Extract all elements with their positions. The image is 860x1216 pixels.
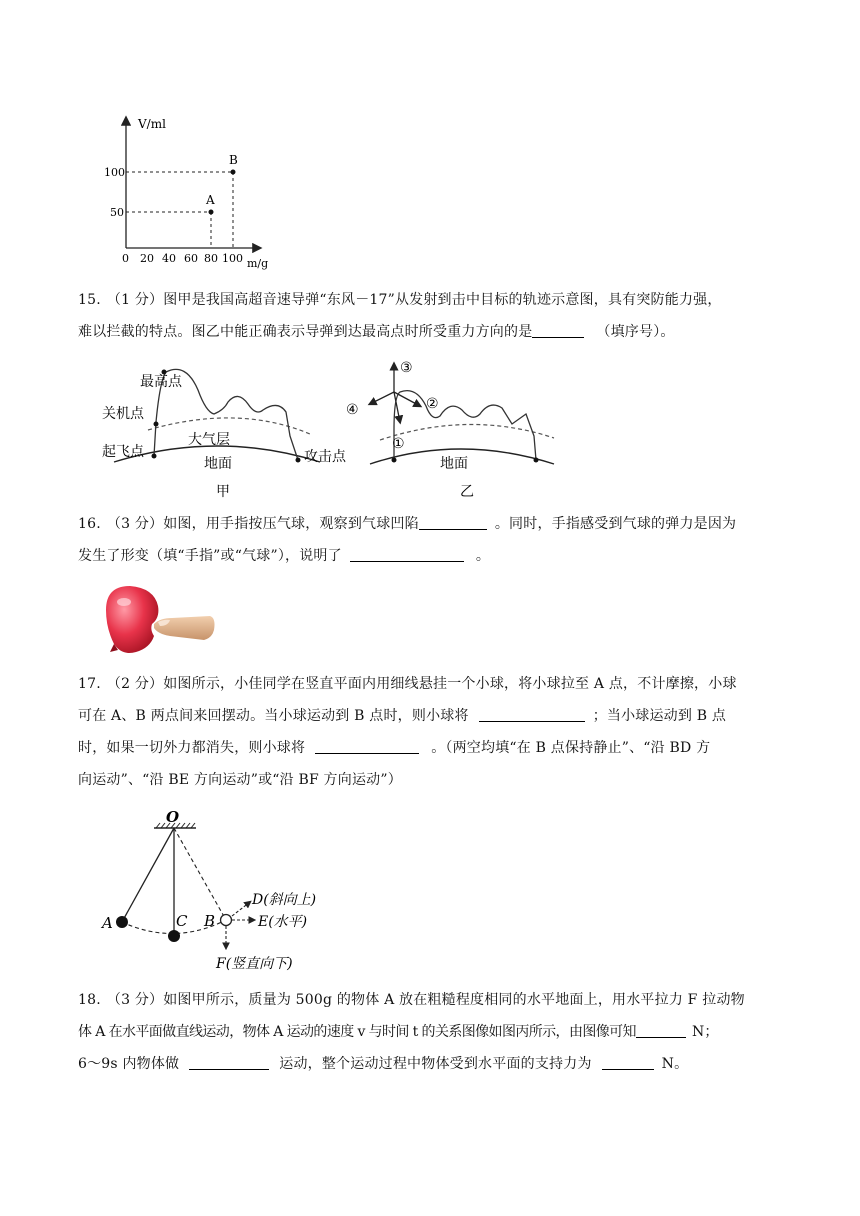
arrow-4-left xyxy=(370,392,394,404)
q16-line-2 xyxy=(78,540,784,572)
q18-line-2 xyxy=(78,1016,784,1048)
q15-text-2: 难以拦截的特点。图乙中能正确表示导弹到达最高点时所受重力方向的是 xyxy=(78,324,533,340)
launch-point xyxy=(392,458,397,463)
q18-text-3a: 6～9s 内物体做 xyxy=(78,1056,180,1072)
q16-text-1: 如图，用手指按压气球，观察到气球凹陷 xyxy=(163,516,419,532)
q15-score: （1 分） xyxy=(106,292,164,308)
q16-score: （3 分） xyxy=(106,516,164,532)
string-to-a xyxy=(122,828,174,922)
volume-mass-graph xyxy=(100,112,280,272)
x-tick-40: 40 xyxy=(162,252,176,265)
q16-blank-1[interactable] xyxy=(419,515,487,530)
direction-f-label: F(竖直向下) xyxy=(216,956,293,972)
q18-text-1: 如图甲所示，质量为 500g 的物体 A 放在粗糙程度相同的水平地面上，用水平拉力 F 拉动物 xyxy=(163,992,745,1008)
point-a-label: A xyxy=(206,193,215,207)
point-b xyxy=(231,170,236,175)
x-tick-60: 60 xyxy=(184,252,198,265)
pendulum-figure xyxy=(100,806,336,974)
x-tick-80: 80 xyxy=(204,252,218,265)
shutdown-point-label: 关机点 xyxy=(102,406,144,422)
ball-a xyxy=(116,916,128,928)
q17-text-1: 如图所示，小佳同学在竖直平面内用细线悬挂一个小球，将小球拉至 A 点，不计摩擦，小球 xyxy=(163,676,737,692)
q16-number: 16. xyxy=(78,516,101,532)
q17-text-3a: 时，如果一切外力都消失，则小球将 xyxy=(78,740,306,756)
q17-blank-1[interactable] xyxy=(479,707,585,722)
q18-text-3b: 运动，整个运动过程中物体受到水平面的支持力为 xyxy=(279,1056,592,1072)
gravity-direction-figure-yi xyxy=(340,356,570,500)
question-18 xyxy=(78,984,784,1080)
attack-point xyxy=(296,458,301,463)
x-axis-label: m/g xyxy=(247,257,269,270)
highest-point-label: 最高点 xyxy=(140,374,182,390)
q18-text-3c: N。 xyxy=(661,1056,689,1072)
ground-label: 地面 xyxy=(204,456,232,472)
arrow-bd xyxy=(232,902,250,916)
q15-text-1: 图甲是我国高超音速导弹“东风－17”从发射到击中目标的轨迹示意图，具有突防能力强， xyxy=(163,292,722,308)
takeoff-point xyxy=(152,454,157,459)
y-tick-50: 50 xyxy=(110,206,124,219)
q15-text-3: （填序号）。 xyxy=(596,324,675,340)
point-c-label: C xyxy=(176,912,188,930)
q16-text-3: 发生了形变（填“手指”或“气球”），说明了 xyxy=(78,548,342,564)
q17-line-4 xyxy=(78,764,784,796)
option-3-label: ③ xyxy=(400,360,413,376)
figure-yi-caption: 乙 xyxy=(460,484,474,500)
point-b-label: B xyxy=(204,912,216,930)
takeoff-point-label: 起飞点 xyxy=(102,444,144,460)
q15-number: 15. xyxy=(78,292,101,308)
q18-blank-2[interactable] xyxy=(189,1055,269,1070)
question-15 xyxy=(78,284,784,348)
target-point xyxy=(534,458,539,463)
q17-number: 17. xyxy=(78,676,101,692)
x-tick-100: 100 xyxy=(222,252,243,265)
pivot-o-label: O xyxy=(166,808,180,826)
string-to-b-dashed xyxy=(174,828,226,920)
shutdown-point xyxy=(154,422,159,427)
q15-answer-blank[interactable] xyxy=(532,323,584,338)
y-tick-100: 100 xyxy=(104,166,125,179)
q17-blank-2[interactable] xyxy=(315,739,419,754)
q18-line-1 xyxy=(78,984,784,1016)
attack-point-label: 攻击点 xyxy=(304,449,346,465)
q17-text-2b: ；当小球运动到 B 点 xyxy=(592,708,727,724)
q16-text-4: 。 xyxy=(475,548,491,564)
q18-text-2a: 体 A 在水平面做直线运动，物体 A 运动的速度 v 与时间 t 的关系图像如图丙所示，由图像可知 xyxy=(78,1024,636,1040)
missile-trajectory-figure-jia xyxy=(98,360,360,500)
q18-score: （3 分） xyxy=(106,992,164,1008)
q17-line-1 xyxy=(78,668,784,700)
option-4-label: ④ xyxy=(346,402,359,418)
atmosphere-label: 大气层 xyxy=(188,432,230,448)
x-tick-0: 0 xyxy=(122,252,129,265)
q17-score: （2 分） xyxy=(106,676,164,692)
ball-c xyxy=(168,930,180,942)
q17-text-4: 向运动”、“沿 BE 方向运动”或“沿 BF 方向运动”） xyxy=(78,772,402,788)
q18-line-3 xyxy=(78,1048,784,1080)
direction-d-label: D(斜向上) xyxy=(252,892,317,908)
q18-text-2b: N； xyxy=(691,1024,719,1040)
question-17 xyxy=(78,668,784,796)
x-tick-20: 20 xyxy=(140,252,154,265)
q16-text-2: 。同时，手指感受到气球的弹力是因为 xyxy=(494,516,737,532)
q17-line-3 xyxy=(78,732,784,764)
figure-jia-caption: 甲 xyxy=(216,484,230,500)
question-16 xyxy=(78,508,784,572)
q17-text-3b: 。（两空均填“在 B 点保持静止”、“沿 BD 方 xyxy=(431,740,711,756)
q16-blank-2[interactable] xyxy=(350,547,464,562)
balloon-finger-image xyxy=(100,582,216,656)
point-b-label: B xyxy=(229,153,238,167)
q18-blank-3[interactable] xyxy=(602,1055,654,1070)
q15-line-1 xyxy=(78,284,784,316)
q17-line-2 xyxy=(78,700,784,732)
balloon-highlight xyxy=(117,598,131,606)
ball-b xyxy=(221,915,232,926)
point-a xyxy=(209,210,214,215)
ground-label: 地面 xyxy=(440,456,468,472)
direction-e-label: E(水平) xyxy=(258,914,308,930)
q15-line-2 xyxy=(78,316,784,348)
balloon xyxy=(106,586,158,653)
option-1-label: ① xyxy=(392,436,405,452)
point-a-label: A xyxy=(102,914,113,932)
y-axis-label: V/ml xyxy=(138,117,166,131)
q17-text-2a: 可在 A、B 两点间来回摆动。当小球运动到 B 点时，则小球将 xyxy=(78,708,469,724)
q18-number: 18. xyxy=(78,992,101,1008)
atmosphere-arc xyxy=(380,424,554,440)
finger xyxy=(154,616,215,640)
q18-blank-1[interactable] xyxy=(636,1023,686,1038)
option-2-label: ② xyxy=(426,396,439,412)
q16-line-1 xyxy=(78,508,784,540)
